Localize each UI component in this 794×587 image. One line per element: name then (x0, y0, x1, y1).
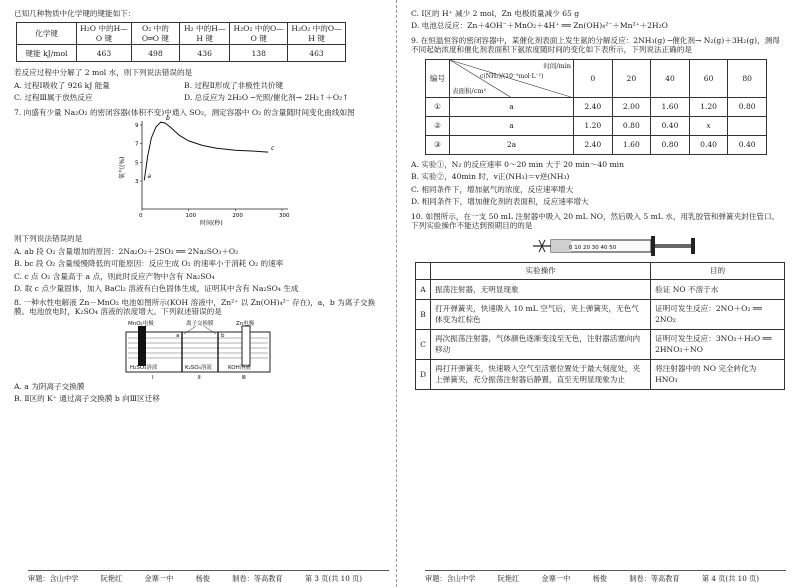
syringe-svg (531, 234, 701, 258)
region-3-label: Ⅲ (242, 374, 246, 381)
data-point (144, 180, 145, 181)
q6-option-c: C. 过程Ⅲ属于放热反应 (14, 93, 93, 103)
data-point (235, 150, 236, 151)
membrane-label: 离子交换膜 (186, 320, 214, 327)
region-1-label: Ⅰ (152, 374, 154, 381)
barrel-flange (651, 236, 655, 256)
q9-option-c: C. 相同条件下，增加氨气的浓度，反应速率增大 (411, 184, 574, 194)
y-tick-label: 5 (135, 160, 139, 167)
battery-diagram (124, 320, 274, 380)
footer-reviewer-school: 审题：含山中学 (425, 574, 476, 583)
q7-option-a: A. ab 段 O₂ 含量增加的原因：2Na₂O₂＋2SO₂ ══ 2Na₂SO₃＋O₂ (14, 246, 239, 256)
bond-table-header: H₂O₂ 中的O—H 键 (288, 23, 346, 45)
data-point (268, 152, 269, 153)
table-row (426, 135, 767, 154)
bond-table-cell: 138 (230, 45, 288, 62)
q8-option-c: C. Ⅰ区的 H⁺ 减少 2 mol，Zn 电极质量减少 65 g (411, 9, 580, 18)
syringe-scale: 0 10 20 30 40 50 (569, 244, 617, 251)
data-point (179, 135, 180, 136)
bond-table-cell: 436 (180, 45, 230, 62)
intro-text: 已知几种物质中化学键的键能如下： (14, 9, 136, 18)
footer-name: 杨俊 (195, 574, 210, 583)
x-tick-label: 0 (139, 213, 143, 220)
table-cell (728, 116, 767, 135)
row-op: 再次振荡注射器，气体颜色逐渐变浅至无色，注射器活塞向内移动 (431, 329, 651, 359)
row-goal: 证明可发生反应：3NO₂＋H₂O ══ 2HNO₃＋NO (651, 329, 785, 359)
right-footer (425, 570, 786, 583)
table-cell: 0.40 (651, 116, 690, 135)
table-cell: 2.00 (612, 97, 651, 116)
table-cell: 0.40 (689, 135, 728, 154)
bond-table-header: O₂ 中的O═O 键 (131, 23, 179, 45)
plunger-rod (655, 244, 691, 248)
oxygen-chart (114, 115, 294, 231)
row-op: 振荡注射器，无明显现象 (431, 279, 651, 299)
sol2-label: K₂SO₄溶液 (185, 364, 212, 371)
sol1-label: H₂SO₄溶液 (130, 364, 158, 371)
q7-prompt: 则下列说法错误的是 (14, 234, 83, 244)
time-header: 20 (612, 59, 651, 97)
footer-reviewer-name: 阮艳红 (497, 574, 520, 583)
bond-table-header: H₂O₂ 中的O—O 键 (230, 23, 288, 45)
y-axis-label: 氧气(%) (119, 157, 126, 180)
row-label: B (416, 299, 431, 329)
time-header: 0 (574, 59, 613, 97)
table-cell: 0.80 (651, 135, 690, 154)
right-page (397, 0, 794, 587)
time-header: 80 (728, 59, 767, 97)
footer-school: 金寨一中 (541, 574, 571, 583)
table-header-no: 编号 (426, 59, 450, 97)
row-number: ② (426, 116, 450, 135)
mno2-electrode (138, 326, 146, 366)
data-point (188, 141, 189, 142)
header-conc-label: c(NH₃)/(10⁻³mol·L⁻¹) (480, 72, 544, 80)
plunger-handle (691, 238, 695, 254)
row-area: 2a (450, 135, 574, 154)
footer-producer: 制卷：等高教育 (232, 574, 283, 583)
bond-table-cell: 463 (288, 45, 346, 62)
q9-option-d: D. 相同条件下，增加催化剂的表面积，反应速率增大 (411, 197, 589, 207)
footer-reviewer-school: 审题：含山中学 (28, 574, 79, 583)
bond-table-header: H₂ 中的H—H 键 (180, 23, 230, 45)
exp-header-op: 实验操作 (431, 262, 651, 279)
y-tick-label: 7 (135, 142, 139, 149)
q7-option-c: C. c 点 O₂ 含量高于 a 点，则此时反应产物中含有 Na₂SO₄ (14, 271, 215, 281)
table-cell: 1.60 (612, 135, 651, 154)
table-row (426, 116, 767, 135)
table-cell: 1.60 (651, 97, 690, 116)
row-op: 再打开弹簧夹，快速吸入空气至活塞位置处于最大刻度处，夹上弹簧夹，充分振荡注射器后静置，直至无明显现象为止 (431, 359, 651, 389)
mno2-label: MnO₂电极 (128, 320, 154, 327)
table-cell: 1.20 (574, 116, 613, 135)
q8-option-d: D. 电池总反应：Zn＋4OH⁻＋MnO₂＋4H⁺ ══ Zn(OH)₄²⁻＋Mn²⁺＋2H₂O (411, 21, 668, 31)
syringe-diagram (531, 234, 701, 258)
y-tick-label: 3 (135, 179, 139, 186)
time-header: 60 (689, 59, 728, 97)
data-point (165, 123, 166, 124)
data-point (160, 122, 161, 123)
footer-producer: 制卷：等高教育 (629, 574, 680, 583)
table-cell: 1.20 (689, 97, 728, 116)
region-2-label: Ⅱ (198, 374, 201, 381)
q6-option-a: A. 过程Ⅰ吸收了 926 kJ 能量 (14, 80, 110, 90)
row-number: ③ (426, 135, 450, 154)
row-area: a (450, 116, 574, 135)
footer-reviewer-name: 阮艳红 (100, 574, 123, 583)
zn-label: Zn电极 (236, 320, 255, 327)
point-label-b: b (166, 115, 170, 123)
q8-stem: 8. 一种水性电解液 Zn－MnO₂ 电池如图所示(KOH 溶液中，Zn²⁺ 以 Zn(OH)₄²⁻ 存在)，a，b 为离子交换膜。电池放电时，K₂SO₄ 溶液的浓度增大。下列叙述错误的是 (14, 297, 376, 317)
ammonia-table (425, 59, 767, 155)
table-cell: 2.40 (574, 135, 613, 154)
exp-header-goal: 目的 (651, 262, 785, 279)
data-point (151, 138, 152, 139)
row-number: ① (426, 97, 450, 116)
x-tick-label: 100 (185, 213, 197, 220)
table-cell: 0.40 (728, 135, 767, 154)
data-point (170, 127, 171, 128)
data-point (156, 127, 157, 128)
table-row (426, 97, 767, 116)
membrane-pointer-b (204, 326, 216, 334)
x-tick-label: 200 (232, 213, 243, 220)
time-header: 40 (651, 59, 690, 97)
q9-option-b: B. 实验②，40min 时，v正(NH₃)＝v逆(NH₃) (411, 172, 570, 182)
data-point (254, 151, 255, 152)
header-time-label: 时间/min (543, 61, 571, 70)
table-row (416, 329, 785, 359)
bond-energy-table (16, 22, 346, 62)
row-op: 打开弹簧夹，快速吸入 10 mL 空气后，夹上弹簧夹，无色气体变为红棕色 (431, 299, 651, 329)
sol3-label: KOH溶液 (228, 364, 251, 371)
row-goal: 将注射器中的 NO 完全转化为 HNO₃ (651, 359, 785, 389)
exp-header-blank (416, 262, 431, 279)
q7-option-b: B. bc 段 O₂ 含量缓慢降低的可能原因：反应生成 O₂ 的速率小于消耗 O₂ 的速率 (14, 259, 284, 269)
table-row (416, 279, 785, 299)
footer-name: 杨俊 (592, 574, 607, 583)
footer-page-number: 第 3 页(共 10 页) (304, 574, 363, 583)
row-label: A (416, 279, 431, 299)
water-region (551, 240, 571, 252)
table-row (416, 359, 785, 389)
bond-table-header: 化学键 (17, 23, 77, 45)
row-goal: 证明可发生反应：2NO＋O₂ ══ 2NO₂ (651, 299, 785, 329)
point-label-c: c (271, 145, 275, 153)
data-point (216, 148, 217, 149)
bond-table-header: H₂O 中的H—O 键 (77, 23, 132, 45)
q8-option-a: A. a 为阴离子交换膜 (14, 381, 85, 391)
left-footer (28, 570, 389, 583)
experiment-table (415, 262, 785, 390)
zn-electrode (242, 326, 250, 366)
membrane-b-label: b (221, 332, 225, 339)
membrane-pointer-a (184, 326, 196, 334)
table-cell: 2.40 (574, 97, 613, 116)
q9-option-a: A. 实验①，N₂ 的反应速率 0～20 min 大于 20 min～40 min (411, 159, 624, 169)
q6-stem: 若反应过程中分解了 2 mol 水，则下列说法错误的是 (14, 68, 193, 78)
bond-table-row-label: 键能 kJ/mol (17, 45, 77, 62)
row-goal: 验证 NO 不溶于水 (651, 279, 785, 299)
point-label-a: a (147, 173, 152, 181)
membrane-a-label: a (176, 332, 180, 339)
table-cell: 0.80 (728, 97, 767, 116)
table-header-diagonal (450, 59, 574, 97)
data-point (147, 157, 148, 158)
footer-school: 金寨一中 (144, 574, 174, 583)
q7-stem: 7. 向盛有少量 Na₂O₂ 的密闭容器(体积不变)中通入 SO₂，测定容器中 O₂ 的含量随时间变化曲线如图 (14, 107, 355, 117)
table-row (416, 299, 785, 329)
y-tick-label: 9 (135, 123, 139, 130)
q6-option-d: D. 总反应为 2H₂O ─光照/催化剂→ 2H₂↑＋O₂↑ (184, 93, 349, 103)
row-label: D (416, 359, 431, 389)
q6-options-row1 (14, 81, 389, 90)
battery-svg (124, 320, 274, 380)
x-axis-label: 时间(秒) (200, 220, 223, 228)
table-cell: 0.80 (612, 116, 651, 135)
o2-curve (144, 123, 268, 181)
q8-option-b: B. Ⅱ区的 K⁺ 通过离子交换膜 b 向Ⅲ区迁移 (14, 394, 160, 404)
data-point (202, 146, 203, 147)
q9-stem: 9. 在恒温恒容的密闭容器中，某催化剂表面上发生氨的分解反应：2NH₃(g) ─催化剂→ N₂(g)＋3H₂(g)，测得不同起始浓度和催化剂表面积下氨浓度随时间的变化如下表所示，下列说法正确的是 (411, 35, 780, 55)
bond-table-cell: 498 (131, 45, 179, 62)
row-area: a (450, 97, 574, 116)
x-tick-label: 300 (279, 213, 290, 220)
q6-options-row2 (14, 93, 389, 102)
q10-stem: 10. 如图所示，在一支 50 mL 注射器中吸入 20 mL NO，然后吸入 5 mL 水，用乳胶管和弹簧夹封住管口。下列实验操作不能达到预期目的的是 (411, 211, 780, 231)
q6-option-b: B. 过程Ⅱ形成了非极性共价键 (184, 80, 284, 90)
footer-page-number: 第 4 页(共 10 页) (701, 574, 760, 583)
q7-option-d: D. 取 c 点少量固体，加入 BaCl₂ 溶液有白色固体生成，证明其中含有 Na₂SO₄ 生成 (14, 284, 299, 294)
table-cell: x (689, 116, 728, 135)
bond-table-cell: 463 (77, 45, 132, 62)
header-area-label: 表面积/cm² (452, 86, 487, 95)
row-label: C (416, 329, 431, 359)
